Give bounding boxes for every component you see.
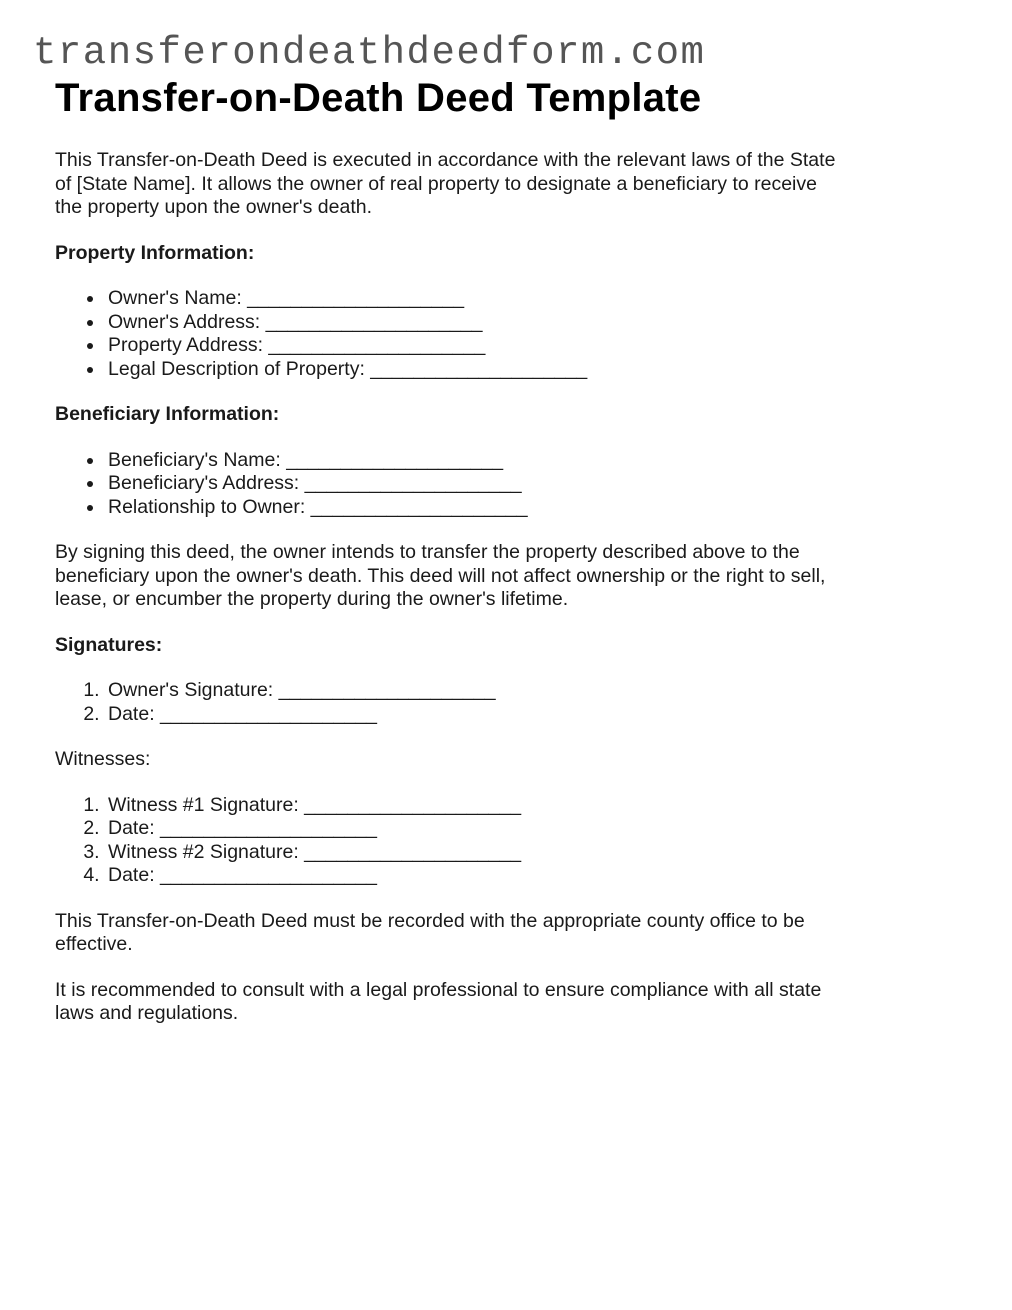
list-item-witness2-signature: 3. Witness #2 Signature: ____________________ <box>105 841 957 865</box>
witnesses-list <box>55 794 957 888</box>
text-line: This Transfer-on-Death Deed must be recorded with the appropriate county office to be <box>55 909 805 932</box>
intro-paragraph <box>55 149 957 220</box>
beneficiary-information-list <box>55 449 957 520</box>
list-item-property-address: • Property Address: ____________________ <box>105 334 957 358</box>
text-line: By signing this deed, the owner intends to transfer the property described above to the <box>55 541 800 563</box>
text-line: It is recommended to consult with a legal professional to ensure compliance with all state <box>55 978 822 1001</box>
section-heading-beneficiary-information: Beneficiary Information: <box>55 403 280 425</box>
list-item-beneficiarys-address: • Beneficiary's Address: ____________________ <box>105 472 957 496</box>
text-line: laws and regulations. <box>55 1002 239 1024</box>
list-item-witness1-signature: 1. Witness #1 Signature: ____________________ <box>105 794 957 818</box>
text-line: This Transfer-on-Death Deed is executed in accordance with the relevant laws of the State <box>55 149 836 171</box>
list-item-witness2-date: 4. Date: ____________________ <box>105 864 957 888</box>
signatures-list <box>55 679 957 726</box>
list-item-relationship-to-owner: • Relationship to Owner: ____________________ <box>105 496 957 520</box>
text-line: beneficiary upon the owner's death. This deed will not affect ownership or the right to sell, <box>55 564 826 587</box>
property-information-list <box>55 287 957 381</box>
section-heading-signatures: Signatures: <box>55 633 163 656</box>
list-item-legal-description: • Legal Description of Property: ____________________ <box>105 358 957 382</box>
list-item-signature-date: 2. Date: ____________________ <box>105 703 957 727</box>
text-line: lease, or encumber the property during the owner's lifetime. <box>55 588 569 610</box>
site-domain: transferondeathdeedform.com <box>33 31 706 75</box>
list-item-beneficiarys-name: • Beneficiary's Name: ____________________ <box>105 449 957 473</box>
page-title: Transfer-on-Death Deed Template <box>55 76 702 120</box>
effect-paragraph <box>55 541 957 612</box>
text-line: the property upon the owner's death. <box>55 196 373 218</box>
text-line: of [State Name]. It allows the owner of real property to designate a beneficiary to receive <box>55 172 817 195</box>
list-item-owners-name: • Owner's Name: ____________________ <box>105 287 957 311</box>
list-item-witness1-date: 2. Date: ____________________ <box>105 817 957 841</box>
witnesses-label: Witnesses: <box>55 748 151 770</box>
list-item-owners-signature: 1. Owner's Signature: ____________________ <box>105 679 957 703</box>
advice-paragraph <box>55 979 957 1026</box>
text-line: effective. <box>55 933 133 955</box>
list-item-owners-address: • Owner's Address: ____________________ <box>105 311 957 335</box>
section-heading-property-information: Property Information: <box>55 241 255 264</box>
recording-paragraph <box>55 910 957 957</box>
